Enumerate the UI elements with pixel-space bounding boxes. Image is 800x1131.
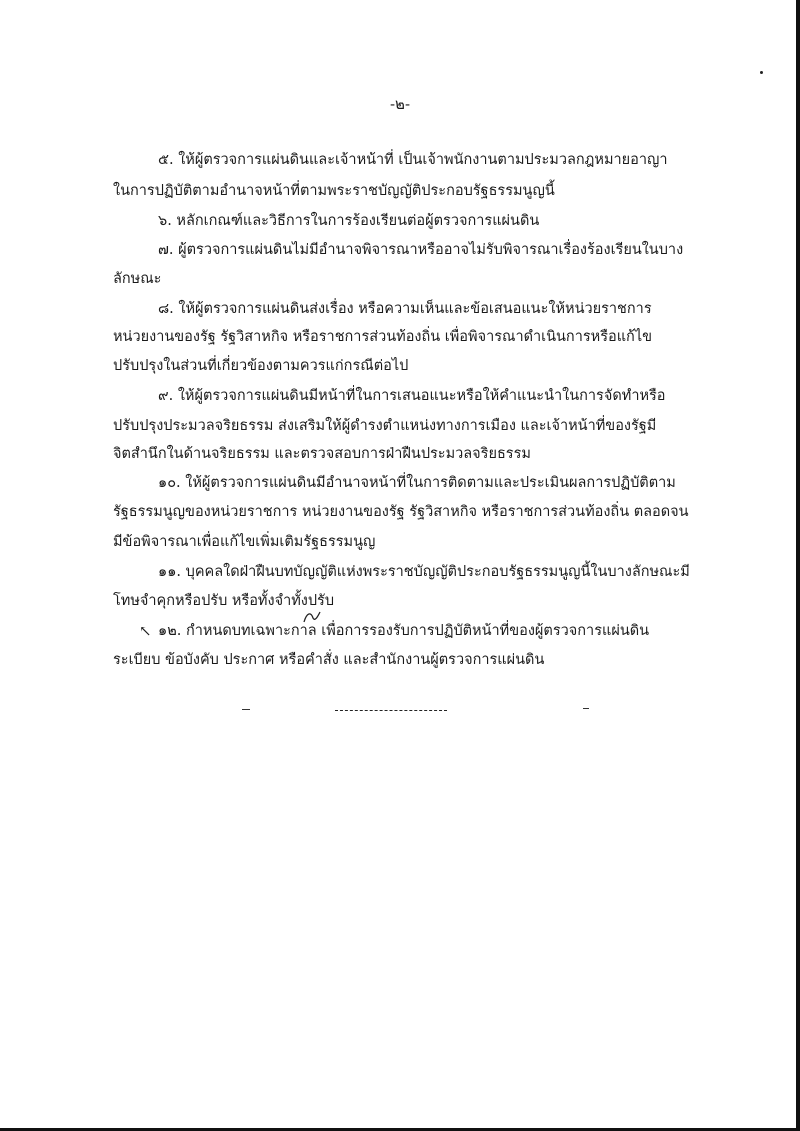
paragraph-9-line-1: ๙. ให้ผู้ตรวจการแผ่นดินมีหน้าที่ในการเสนอแนะหรือให้คำแนะนำในการจัดทำหรือ: [158, 388, 666, 404]
paragraph-10-line-2: รัฐธรรมนูญของหน่วยราชการ หน่วยงานของรัฐ รัฐวิสาหกิจ หรือราชการส่วนท้องถิ่น ตลอดจน: [113, 504, 689, 520]
paragraph-12-line-2: ระเบียบ ข้อบังคับ ประกาศ หรือคำสั่ง และสำนักงานผู้ตรวจการแผ่นดิน: [113, 652, 545, 668]
paragraph-12-line-1: ๑๒. กำหนดบทเฉพาะกาล เพื่อการรองรับการปฏิบัติหน้าที่ของผู้ตรวจการแผ่นดิน: [158, 623, 650, 639]
paragraph-9-line-3: จิตสำนึกในด้านจริยธรรม และตรวจสอบการฝ่าฝืนประมวลจริยธรรม: [113, 446, 531, 462]
scan-mark: [583, 708, 589, 709]
paragraph-9-line-2: ปรับปรุงประมวลจริยธรรม ส่งเสริมให้ผู้ดำรงตำแหน่งทางการเมือง และเจ้าหน้าที่ของรัฐมี: [113, 418, 657, 434]
paragraph-8-line-1: ๘. ให้ผู้ตรวจการแผ่นดินส่งเรื่อง หรือความเห็นและข้อเสนอแนะให้หน่วยราชการ: [158, 301, 652, 317]
paragraph-11-line-2: โทษจำคุกหรือปรับ หรือทั้งจำทั้งปรับ: [113, 593, 335, 609]
scan-speck: [760, 71, 763, 74]
paragraph-5-line-1: ๕. ให้ผู้ตรวจการแผ่นดินและเจ้าหน้าที่ เป็นเจ้าพนักงานตามประมวลกฎหมายอาญา: [158, 152, 668, 168]
end-rule: [335, 710, 447, 711]
paragraph-10-line-3: มีข้อพิจารณาเพื่อแก้ไขเพิ่มเติมรัฐธรรมนูญ: [113, 534, 376, 550]
margin-arrow-mark: ↖: [139, 622, 152, 640]
page-edge-right: [796, 0, 800, 1131]
page-number: -๒-: [389, 95, 411, 113]
paragraph-11-line-1: ๑๑. บุคคลใดฝ่าฝืนบทบัญญัติแห่งพระราชบัญญัติประกอบรัฐธรรมนูญนี้ในบางลักษณะมี: [158, 564, 690, 580]
paragraph-6-line-1: ๖. หลักเกณฑ์และวิธีการในการร้องเรียนต่อผู้ตรวจการแผ่นดิน: [158, 213, 540, 229]
paragraph-7-line-1: ๗. ผู้ตรวจการแผ่นดินไม่มีอำนาจพิจารณาหรืออาจไม่รับพิจารณาเรื่องร้องเรียนในบาง: [158, 242, 684, 258]
paragraph-8-line-3: ปรับปรุงในส่วนที่เกี่ยวข้องตามควรแก่กรณีต่อไป: [113, 358, 409, 374]
paragraph-7-line-2: ลักษณะ: [113, 271, 162, 287]
scan-mark: [242, 709, 250, 710]
paragraph-10-line-1: ๑๐. ให้ผู้ตรวจการแผ่นดินมีอำนาจหน้าที่ในการติดตามและประเมินผลการปฏิบัติตาม: [158, 475, 676, 491]
paragraph-5-line-2: ในการปฏิบัติตามอำนาจหน้าที่ตามพระราชบัญญัติประกอบรัฐธรรมนูญนี้: [113, 183, 555, 199]
paragraph-8-line-2: หน่วยงานของรัฐ รัฐวิสาหกิจ หรือราชการส่วนท้องถิ่น เพื่อพิจารณาดำเนินการหรือแก้ไข: [113, 329, 653, 345]
